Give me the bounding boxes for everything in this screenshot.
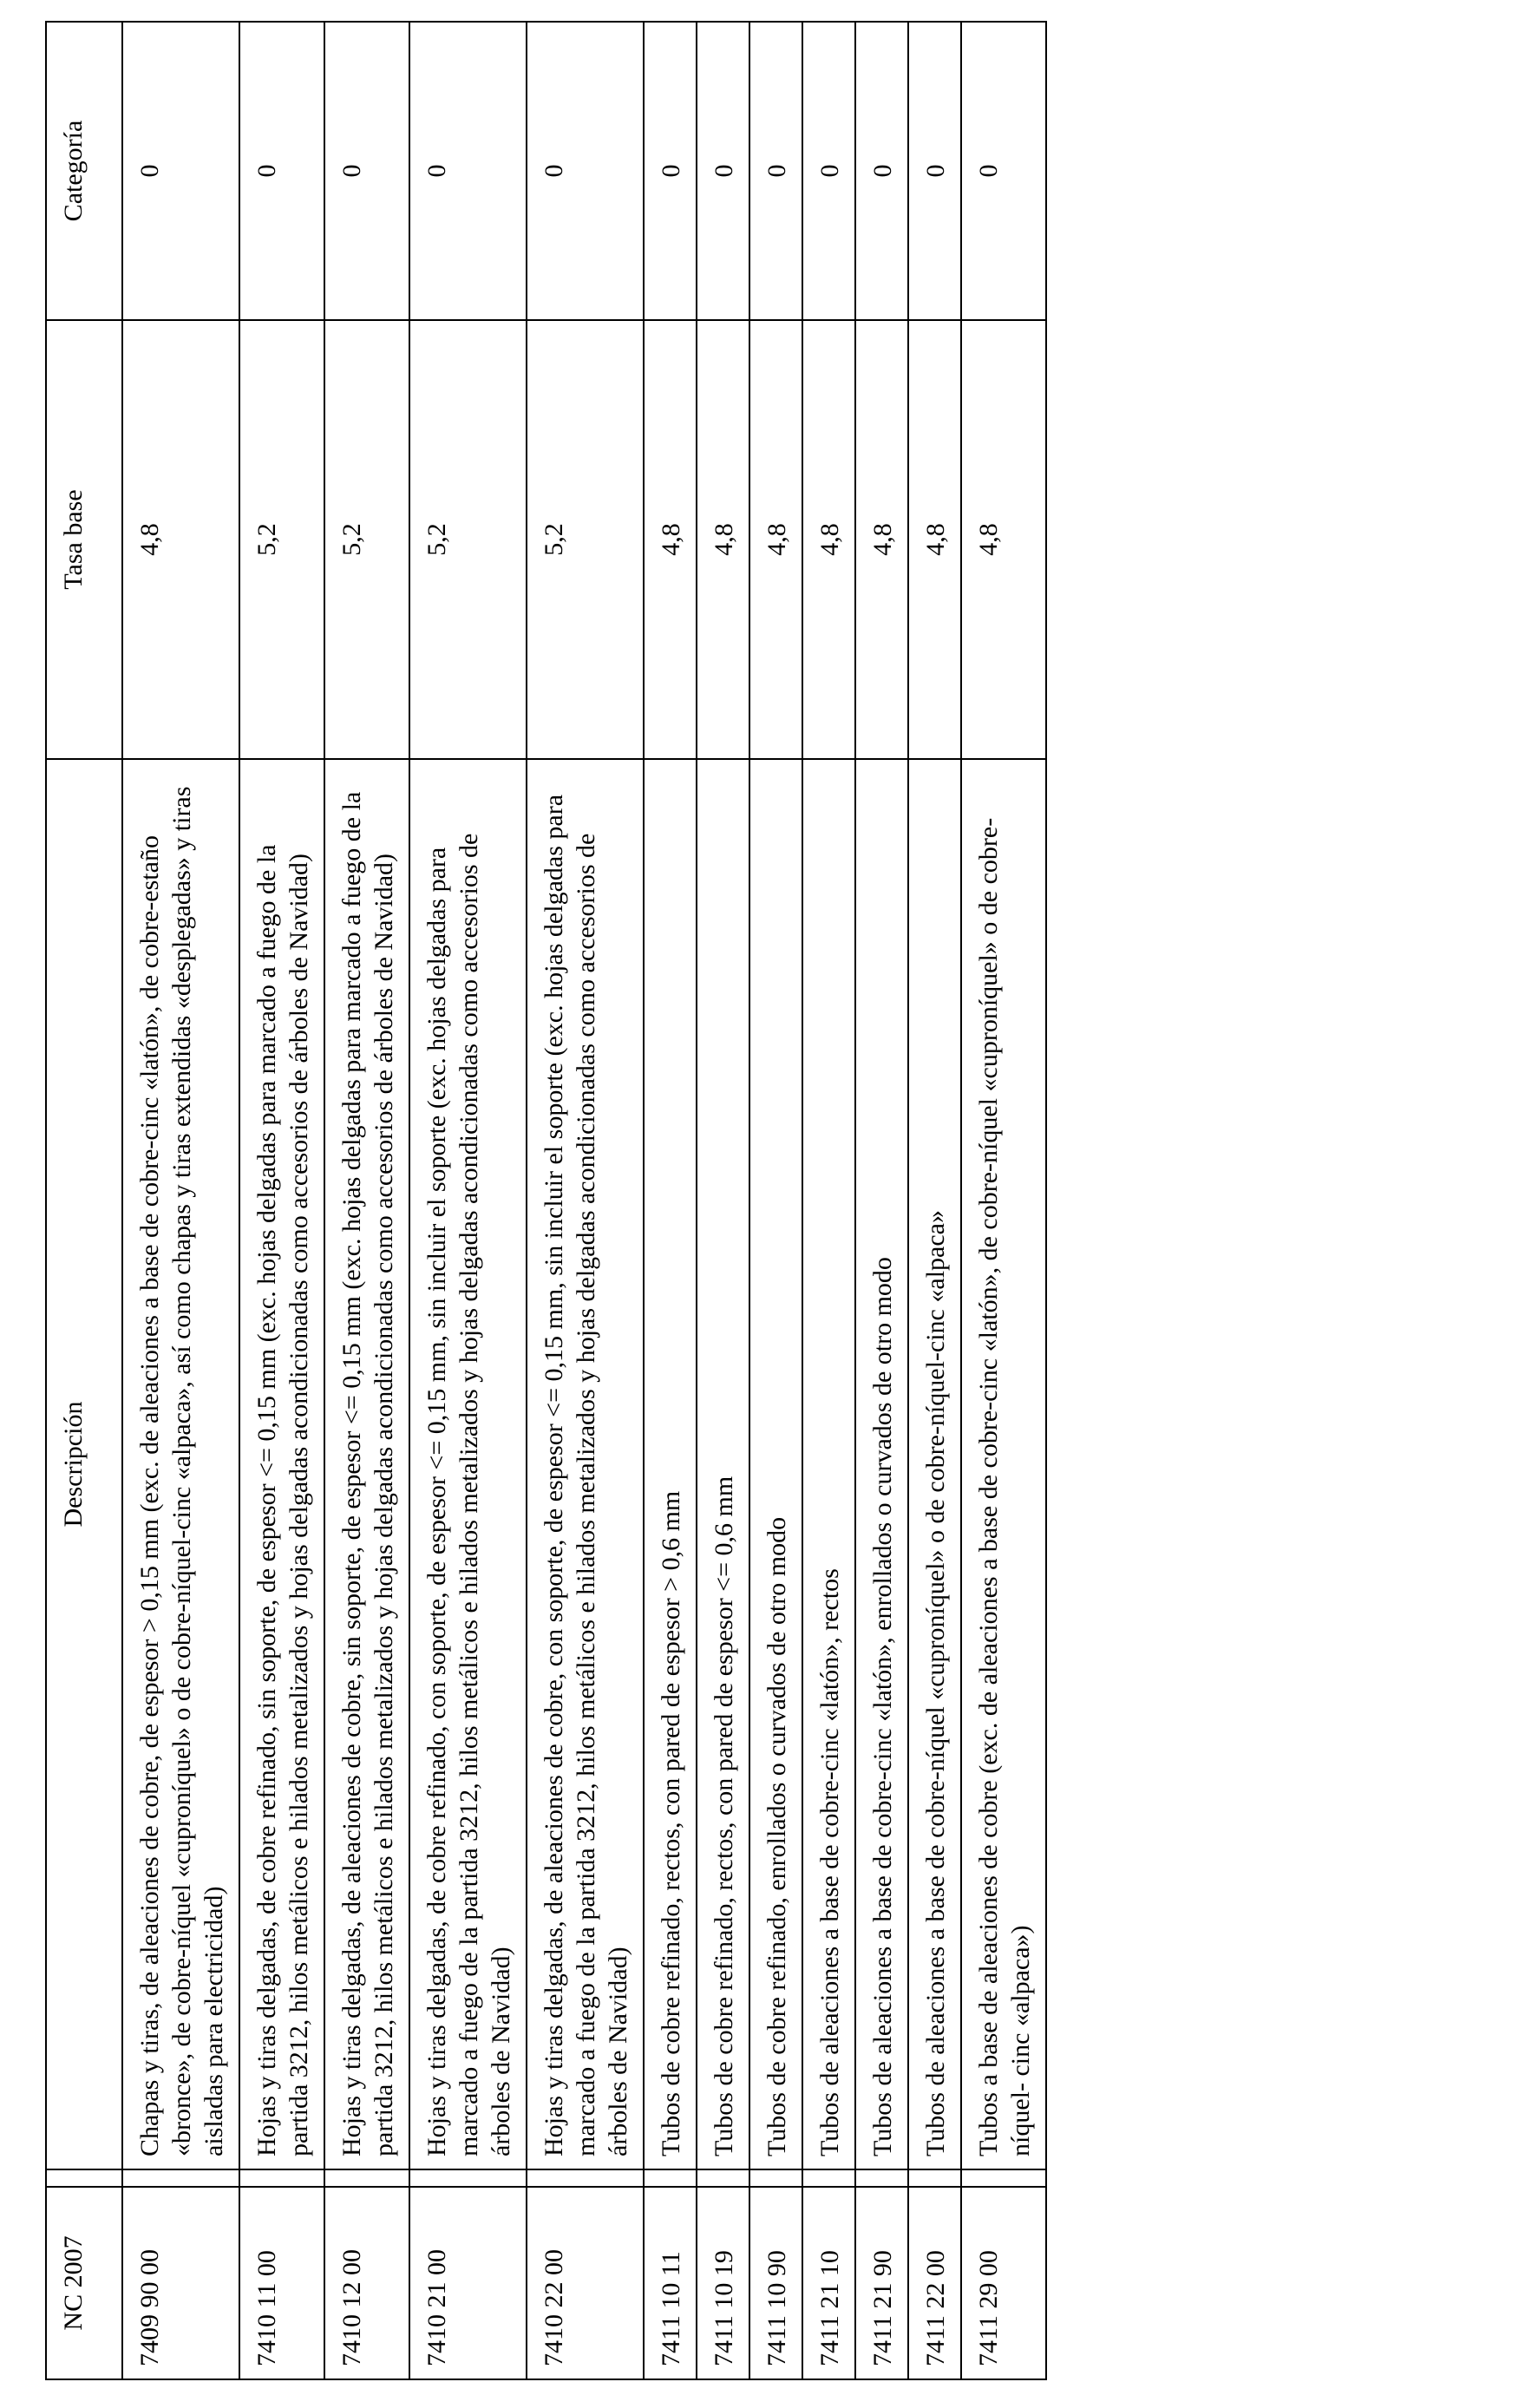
cell-nc: 7411 10 90 xyxy=(749,2187,802,2379)
table-row xyxy=(749,22,802,2379)
cell-descripcion: Tubos de cobre refinado, rectos, con pared de espesor > 0,6 mm xyxy=(644,759,697,2169)
cell-tasa-base: 4,8 xyxy=(908,320,961,759)
cell-nc: 7411 21 90 xyxy=(855,2187,908,2379)
table-row xyxy=(802,22,855,2379)
cell-descripcion: Hojas y tiras delgadas, de aleaciones de cobre, con soporte, de espesor <= 0,15 mm, sin incluir el soporte (exc. hojas delgadas para marcado a fuego de la partida 3212, hilos metálicos e hilados metalizados y hojas delgadas acondicionadas como accesorios de árboles de Navidad) xyxy=(527,759,644,2169)
cell-tasa-base: 4,8 xyxy=(697,320,749,759)
cell-nc: 7411 10 19 xyxy=(697,2187,749,2379)
cell-tasa-base: 5,2 xyxy=(527,320,644,759)
table-row xyxy=(527,22,644,2379)
cell-categoria: 0 xyxy=(961,22,1046,320)
cell-spacer xyxy=(908,2169,961,2187)
table-row xyxy=(908,22,961,2379)
cell-descripcion: Tubos de aleaciones a base de cobre-cinc «latón», rectos xyxy=(802,759,855,2169)
header-row xyxy=(46,22,122,2379)
cell-categoria: 0 xyxy=(749,22,802,320)
cell-spacer xyxy=(855,2169,908,2187)
cell-descripcion: Tubos de cobre refinado, rectos, con pared de espesor <= 0,6 mm xyxy=(697,759,749,2169)
rotated-table-container xyxy=(45,23,1047,2380)
table-row xyxy=(409,22,527,2379)
cell-tasa-base: 4,8 xyxy=(961,320,1046,759)
cell-categoria: 0 xyxy=(802,22,855,320)
cell-spacer xyxy=(527,2169,644,2187)
cell-categoria: 0 xyxy=(644,22,697,320)
table-row xyxy=(324,22,409,2379)
cell-nc: 7411 10 11 xyxy=(644,2187,697,2379)
cell-nc: 7410 22 00 xyxy=(527,2187,644,2379)
cell-descripcion: Hojas y tiras delgadas, de cobre refinado, con soporte, de espesor <= 0,15 mm, sin incluir el soporte (exc. hojas delgadas para marcado a fuego de la partida 3212, hilos metálicos e hilados metalizados y hojas delgadas acondicionadas como accesorios de árboles de Navidad) xyxy=(409,759,527,2169)
cell-categoria: 0 xyxy=(122,22,239,320)
header-nc-2007: NC 2007 xyxy=(46,2187,122,2379)
cell-categoria: 0 xyxy=(409,22,527,320)
cell-nc: 7410 11 00 xyxy=(239,2187,324,2379)
cell-descripcion: Tubos de cobre refinado, enrollados o curvados de otro modo xyxy=(749,759,802,2169)
tariff-table xyxy=(45,21,1047,2380)
cell-categoria: 0 xyxy=(239,22,324,320)
cell-spacer xyxy=(122,2169,239,2187)
cell-spacer xyxy=(324,2169,409,2187)
cell-descripcion: Hojas y tiras delgadas, de cobre refinado, sin soporte, de espesor <= 0,15 mm (exc. hojas delgadas para marcado a fuego de la partida 3212, hilos metálicos e hilados metalizados y hojas delgadas acondicionadas como accesorios de árboles de Navidad) xyxy=(239,759,324,2169)
table-row xyxy=(855,22,908,2379)
cell-spacer xyxy=(697,2169,749,2187)
cell-spacer xyxy=(802,2169,855,2187)
cell-tasa-base: 4,8 xyxy=(644,320,697,759)
cell-nc: 7409 90 00 xyxy=(122,2187,239,2379)
cell-descripcion: Tubos de aleaciones a base de cobre-cinc «latón», enrollados o curvados de otro modo xyxy=(855,759,908,2169)
cell-spacer xyxy=(644,2169,697,2187)
table-row xyxy=(122,22,239,2379)
cell-tasa-base: 4,8 xyxy=(749,320,802,759)
cell-spacer xyxy=(961,2169,1046,2187)
table-row xyxy=(697,22,749,2379)
cell-nc: 7411 22 00 xyxy=(908,2187,961,2379)
cell-descripcion: Tubos a base de aleaciones de cobre (exc. de aleaciones a base de cobre-cinc «latón», de cobre-níquel «cuproníquel» o de cobre-níquel- cinc «alpaca») xyxy=(961,759,1046,2169)
cell-descripcion: Tubos de aleaciones a base de cobre-níquel «cuproníquel» o de cobre-níquel-cinc «alpaca» xyxy=(908,759,961,2169)
cell-categoria: 0 xyxy=(527,22,644,320)
cell-spacer xyxy=(749,2169,802,2187)
cell-categoria: 0 xyxy=(855,22,908,320)
cell-nc: 7410 21 00 xyxy=(409,2187,527,2379)
table-row xyxy=(961,22,1046,2379)
cell-spacer xyxy=(239,2169,324,2187)
cell-tasa-base: 4,8 xyxy=(802,320,855,759)
table-row xyxy=(644,22,697,2379)
header-descripcion: Descripción xyxy=(46,759,122,2169)
header-tasa-base: Tasa base xyxy=(46,320,122,759)
cell-spacer xyxy=(409,2169,527,2187)
header-spacer xyxy=(46,2169,122,2187)
cell-tasa-base: 5,2 xyxy=(409,320,527,759)
cell-descripcion: Hojas y tiras delgadas, de aleaciones de cobre, sin soporte, de espesor <= 0,15 mm (exc. hojas delgadas para marcado a fuego de la partida 3212, hilos metálicos e hilados metalizados y hojas delgadas acondicionadas como accesorios de árboles de Navidad) xyxy=(324,759,409,2169)
cell-tasa-base: 5,2 xyxy=(324,320,409,759)
cell-categoria: 0 xyxy=(697,22,749,320)
cell-descripcion: Chapas y tiras, de aleaciones de cobre, de espesor > 0,15 mm (exc. de aleaciones a base de cobre-cinc «latón», de cobre-estaño «bronce», de cobre-níquel «cuproníquel» o de cobre-níquel-cinc «alpaca», así como chapas y tiras extendidas «desplegadas» y tiras aisladas para electricidad) xyxy=(122,759,239,2169)
cell-tasa-base: 5,2 xyxy=(239,320,324,759)
cell-categoria: 0 xyxy=(908,22,961,320)
cell-nc: 7411 29 00 xyxy=(961,2187,1046,2379)
cell-nc: 7410 12 00 xyxy=(324,2187,409,2379)
cell-tasa-base: 4,8 xyxy=(122,320,239,759)
cell-nc: 7411 21 10 xyxy=(802,2187,855,2379)
cell-tasa-base: 4,8 xyxy=(855,320,908,759)
cell-categoria: 0 xyxy=(324,22,409,320)
table-row xyxy=(239,22,324,2379)
header-categoria: Categoría xyxy=(46,22,122,320)
